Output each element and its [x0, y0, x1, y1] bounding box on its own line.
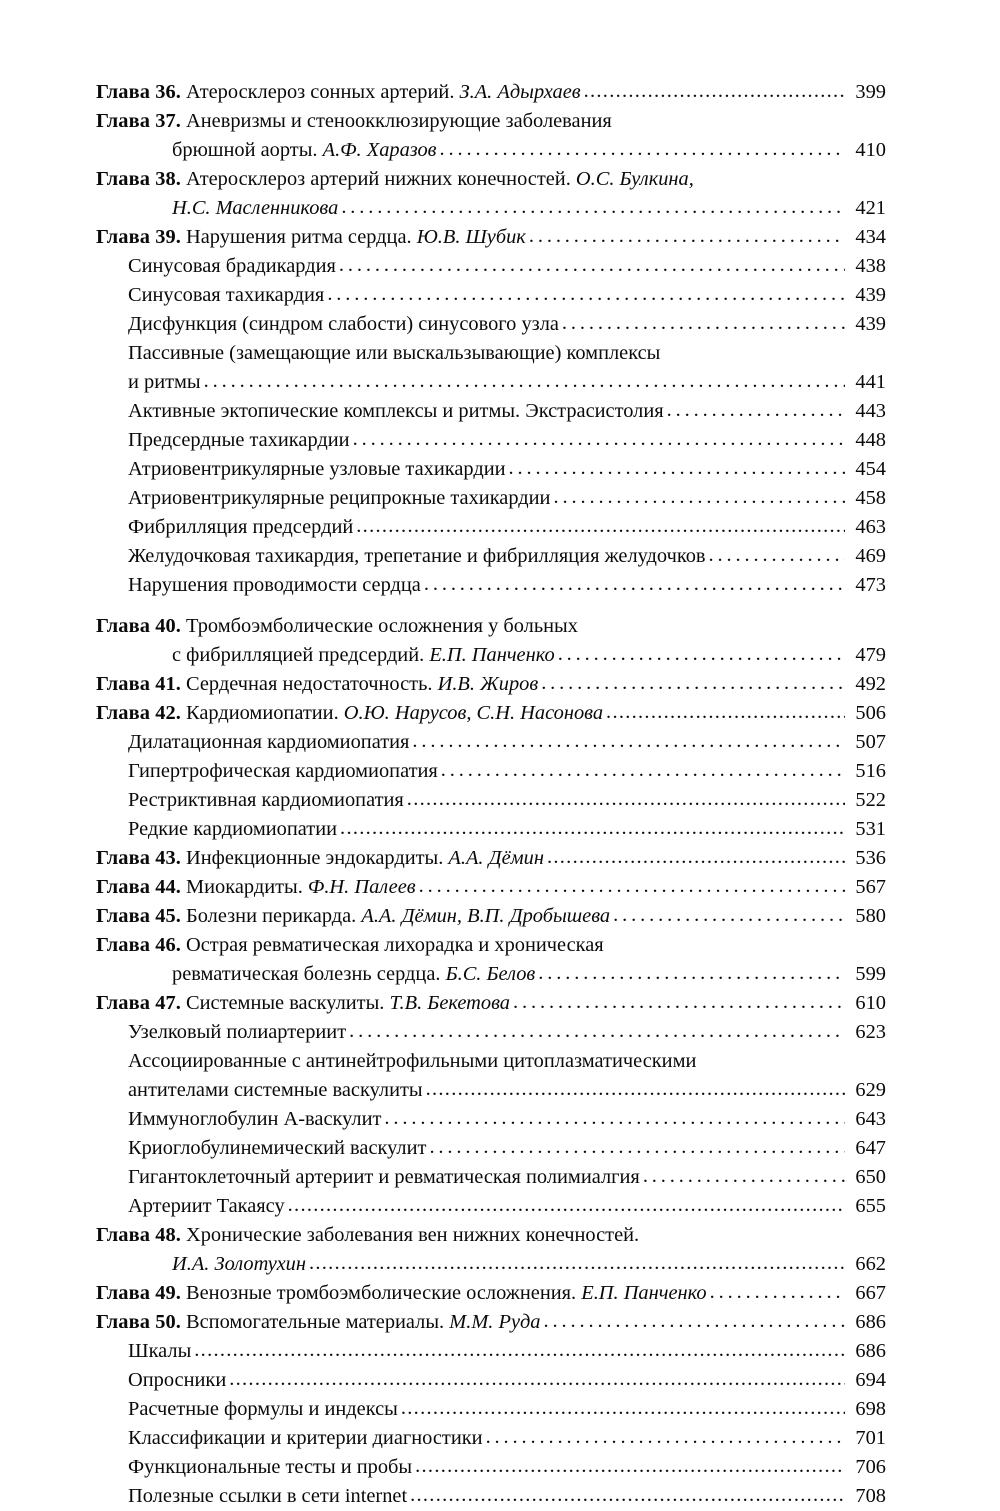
toc-section-entry — [128, 1134, 886, 1163]
dot-leader — [415, 1452, 845, 1481]
entry-title-text: Иммуноглобулин А-васкулит — [128, 1108, 382, 1130]
page-number: 686 — [855, 1311, 886, 1333]
toc-chapter-entry — [96, 107, 886, 136]
entry-title-text: Хронические заболевания вен нижних конечностей. — [186, 1224, 640, 1246]
dot-leader — [613, 901, 845, 930]
entry-title — [128, 426, 350, 455]
dot-leader — [419, 872, 845, 901]
entry-title — [128, 368, 201, 397]
entry-title-text: Расчетные формулы и индексы — [128, 1398, 398, 1420]
page-number: 421 — [855, 197, 886, 219]
page-number: 599 — [855, 963, 886, 985]
page-number: 623 — [855, 1021, 886, 1043]
entry-title — [186, 223, 526, 252]
entry-title — [128, 1018, 346, 1047]
toc-continuation-line — [128, 1076, 886, 1105]
entry-title — [128, 815, 337, 844]
dot-leader — [204, 367, 845, 396]
entry-title — [128, 1105, 381, 1134]
entry-title-text: Тромбоэмболические осложнения у больных — [186, 615, 578, 637]
entry-title-text: Синусовая брадикардия — [128, 255, 336, 277]
page-number: 522 — [855, 789, 886, 811]
page-number: 643 — [855, 1108, 886, 1130]
entry-title — [128, 1163, 640, 1192]
toc-chapter-entry — [96, 1308, 886, 1337]
page-number: 469 — [855, 545, 886, 567]
entry-title-text: Шкалы — [128, 1340, 192, 1362]
entry-author: Б.С. Белов — [445, 963, 536, 985]
entry-title-text: Нарушения проводимости сердца — [128, 574, 421, 596]
entry-author: Ю.В. Шубик — [416, 226, 526, 248]
entry-title — [128, 757, 438, 786]
entry-title-text: Фибрилляция предсердий — [128, 516, 354, 538]
page-number: 686 — [855, 1340, 886, 1362]
chapter-label: Глава 37. — [96, 110, 182, 132]
entry-author: И.А. Золотухин — [172, 1253, 306, 1275]
toc-section-entry — [128, 571, 886, 600]
page-number: 667 — [855, 1282, 886, 1304]
entry-title — [128, 542, 706, 571]
entry-title — [186, 902, 610, 931]
entry-title-text: брюшной аорты. — [172, 139, 323, 161]
entry-author: А.А. Дёмин, В.П. Дробышева — [361, 905, 611, 927]
entry-title-text: Синусовая тахикардия — [128, 284, 325, 306]
chapter-label: Глава 39. — [96, 226, 182, 248]
page-number: 647 — [855, 1137, 886, 1159]
toc-section-entry — [128, 455, 886, 484]
page-number: 531 — [855, 818, 886, 840]
entry-title-text: с фибрилляцией предсердий. — [172, 644, 430, 666]
page-number: 439 — [855, 313, 886, 335]
entry-title — [186, 670, 538, 699]
page-number: 507 — [855, 731, 886, 753]
entry-title — [128, 281, 324, 310]
page-number: 701 — [855, 1427, 886, 1449]
entry-title — [128, 728, 409, 757]
entry-author: Е.П. Панченко — [581, 1282, 707, 1304]
entry-title-text: Артериит Такаясу — [128, 1195, 285, 1217]
entry-title — [128, 310, 559, 339]
entry-title-text: Атеросклероз артерий нижних конечностей. — [186, 168, 576, 190]
entry-title — [186, 1221, 639, 1250]
toc-chapter-entry — [96, 873, 886, 902]
dot-leader — [553, 483, 845, 512]
page-number: 698 — [855, 1398, 886, 1420]
toc-chapter-entry — [96, 1279, 886, 1308]
chapter-label: Глава 49. — [96, 1282, 182, 1304]
dot-leader — [426, 1075, 845, 1104]
chapter-label: Глава 42. — [96, 702, 182, 724]
page-number: 441 — [855, 371, 886, 393]
entry-title-text: Атриовентрикулярные реципрокные тахикардии — [128, 487, 551, 509]
entry-title-text: ревматическая болезнь сердца. — [172, 963, 446, 985]
toc-chapter-entry — [96, 931, 886, 960]
chapter-label: Глава 38. — [96, 168, 182, 190]
toc-chapter-entry — [96, 902, 886, 931]
toc-section-entry — [128, 397, 886, 426]
entry-title-text: Гипертрофическая кардиомиопатия — [128, 760, 438, 782]
page-number: 506 — [855, 702, 886, 724]
dot-leader — [349, 1017, 845, 1046]
chapter-label: Глава 50. — [96, 1311, 182, 1333]
toc-continuation-line — [172, 960, 886, 989]
chapter-label: Глава 43. — [96, 847, 182, 869]
entry-title — [128, 1482, 407, 1511]
page-number: 434 — [855, 226, 886, 248]
toc-section-entry — [128, 1163, 886, 1192]
entry-title — [128, 513, 353, 542]
toc-section-entry — [128, 426, 886, 455]
chapter-label: Глава 45. — [96, 905, 182, 927]
entry-title — [186, 78, 581, 107]
toc-section-entry — [128, 1337, 886, 1366]
dot-leader — [558, 640, 845, 669]
entry-title-text: Дилатационная кардиомиопатия — [128, 731, 410, 753]
toc-section-entry — [128, 1105, 886, 1134]
toc-section-entry — [128, 484, 886, 513]
entry-title — [186, 989, 510, 1018]
toc-chapter-entry — [96, 989, 886, 1018]
entry-title-text: антителами системные васкулиты — [128, 1079, 423, 1101]
entry-title-text: Активные эктопические комплексы и ритмы. Экстрасистолия — [128, 400, 664, 422]
toc-section-entry — [128, 1424, 886, 1453]
page-number: 536 — [855, 847, 886, 869]
entry-title-text: Рестриктивная кардиомиопатия — [128, 789, 404, 811]
entry-title-text: Системные васкулиты. — [186, 992, 390, 1014]
entry-title-text: Классификации и критерии диагностики — [128, 1427, 483, 1449]
toc-chapter-entry — [96, 844, 886, 873]
entry-title-text: Атеросклероз сонных артерий. — [186, 81, 460, 103]
entry-title — [172, 194, 338, 223]
entry-title-text: Венозные тромбоэмболические осложнения. — [186, 1282, 582, 1304]
entry-title — [128, 1337, 191, 1366]
entry-title — [186, 1279, 707, 1308]
entry-author: А.А. Дёмин — [448, 847, 544, 869]
page-number: 473 — [855, 574, 886, 596]
dot-leader — [584, 77, 845, 106]
toc-section-entry — [128, 815, 886, 844]
entry-title — [172, 1250, 306, 1279]
dot-leader — [709, 541, 845, 570]
dot-leader — [353, 425, 845, 454]
entry-title — [128, 397, 664, 426]
toc-continuation-line — [128, 368, 886, 397]
chapter-label: Глава 47. — [96, 992, 182, 1014]
entry-author: А.Ф. Харазов — [322, 139, 437, 161]
toc-section-entry — [128, 542, 886, 571]
toc-continuation-line — [172, 1250, 886, 1279]
entry-title — [172, 641, 555, 670]
page-number: 443 — [855, 400, 886, 422]
dot-leader — [407, 785, 845, 814]
dot-leader — [229, 1365, 845, 1394]
toc-section-entry — [128, 310, 886, 339]
dot-leader — [441, 756, 845, 785]
entry-title — [128, 339, 660, 368]
chapter-label: Глава 48. — [96, 1224, 182, 1246]
dot-leader — [340, 814, 845, 843]
page-number: 629 — [855, 1079, 886, 1101]
toc-chapter-entry — [96, 223, 886, 252]
entry-title — [186, 612, 578, 641]
toc-section-entry — [128, 513, 886, 542]
page-number: 516 — [855, 760, 886, 782]
dot-leader — [486, 1423, 845, 1452]
toc-section-entry — [128, 1047, 886, 1076]
page-number: 567 — [855, 876, 886, 898]
toc-chapter-entry — [96, 670, 886, 699]
toc-section-entry — [128, 757, 886, 786]
entry-title-text: Болезни перикарда. — [186, 905, 362, 927]
page-number: 479 — [855, 644, 886, 666]
dot-leader — [288, 1191, 845, 1220]
entry-author: Ф.Н. Палеев — [307, 876, 416, 898]
chapter-label: Глава 44. — [96, 876, 182, 898]
dot-leader — [412, 727, 845, 756]
page-number: 706 — [855, 1456, 886, 1478]
entry-author: О.Ю. Нарусов, С.Н. Насонова — [343, 702, 604, 724]
page-number: 454 — [855, 458, 886, 480]
toc-section-entry — [128, 1192, 886, 1221]
entry-title — [128, 1076, 423, 1105]
page-number: 610 — [855, 992, 886, 1014]
entry-title-text: Инфекционные эндокардиты. — [186, 847, 449, 869]
entry-title — [128, 484, 550, 513]
entry-author: И.В. Жиров — [437, 673, 539, 695]
entry-title — [186, 1308, 540, 1337]
entry-title — [128, 571, 421, 600]
page-number: 580 — [855, 905, 886, 927]
entry-title-text: Ассоциированные с антинейтрофильными цитоплазматическими — [128, 1050, 697, 1072]
entry-title — [186, 931, 604, 960]
entry-title-text: Опросники — [128, 1369, 227, 1391]
entry-title-text: Острая ревматическая лихорадка и хроническая — [186, 934, 604, 956]
page-number: 655 — [855, 1195, 886, 1217]
dot-leader — [194, 1336, 845, 1365]
page-number: 399 — [855, 81, 886, 103]
dot-leader — [509, 454, 845, 483]
entry-title — [128, 1134, 426, 1163]
toc-chapter-entry — [96, 612, 886, 641]
chapter-label: Глава 36. — [96, 81, 182, 103]
dot-leader — [538, 959, 845, 988]
dot-leader — [440, 135, 845, 164]
entry-title — [128, 455, 506, 484]
toc-chapter-entry — [96, 1221, 886, 1250]
dot-leader — [410, 1481, 845, 1510]
entry-author: Н.С. Масленникова — [172, 197, 339, 219]
entry-author: Е.П. Панченко — [429, 644, 555, 666]
chapter-label: Глава 41. — [96, 673, 182, 695]
entry-title — [128, 1192, 285, 1221]
page-number: 448 — [855, 429, 886, 451]
dot-leader — [341, 193, 845, 222]
toc-section-entry — [128, 728, 886, 757]
entry-author: О.С. Булкина, — [575, 168, 694, 190]
entry-title — [128, 1047, 696, 1076]
entry-title-text: Гигантоклеточный артериит и ревматическая полимиалгия — [128, 1166, 640, 1188]
entry-author: Т.В. Бекетова — [389, 992, 511, 1014]
page-number: 708 — [855, 1485, 886, 1507]
entry-title — [186, 107, 612, 136]
entry-title — [186, 844, 544, 873]
page-number: 694 — [855, 1369, 886, 1391]
entry-title-text: и ритмы — [128, 371, 201, 393]
entry-title — [172, 960, 535, 989]
page-number: 438 — [855, 255, 886, 277]
dot-leader — [541, 669, 845, 698]
toc-chapter-entry — [96, 165, 886, 194]
page-number: 458 — [855, 487, 886, 509]
toc-continuation-line — [172, 641, 886, 670]
dot-leader — [667, 396, 845, 425]
page-number: 439 — [855, 284, 886, 306]
entry-title-text: Вспомогательные материалы. — [186, 1311, 450, 1333]
entry-title-text: Криоглобулинемический васкулит — [128, 1137, 427, 1159]
toc-chapter-entry — [96, 699, 886, 728]
entry-title-text: Функциональные тесты и пробы — [128, 1456, 413, 1478]
entry-title — [186, 699, 603, 728]
entry-title — [128, 1453, 412, 1482]
entry-title — [172, 136, 437, 165]
entry-title-text: Дисфункция (синдром слабости) синусового узла — [128, 313, 559, 335]
entry-title-text: Сердечная недостаточность. — [186, 673, 438, 695]
entry-title-text: Желудочковая тахикардия, трепетание и фибрилляция желудочков — [128, 545, 706, 567]
entry-title-text: Миокардиты. — [186, 876, 308, 898]
toc-section-entry — [128, 339, 886, 368]
dot-leader — [309, 1249, 845, 1278]
toc-section-entry — [128, 1018, 886, 1047]
entry-title-text: Аневризмы и стеноокклюзирующие заболевания — [186, 110, 612, 132]
dot-leader — [424, 570, 845, 599]
entry-author: З.А. Адырхаев — [459, 81, 581, 103]
dot-leader — [401, 1394, 845, 1423]
dot-leader — [327, 280, 845, 309]
entry-title-text: Пассивные (замещающие или выскальзывающие) комплексы — [128, 342, 661, 364]
entry-title-text: Полезные ссылки в сети internet — [128, 1485, 408, 1507]
entry-title — [128, 1366, 226, 1395]
entry-author: М.М. Руда — [449, 1311, 541, 1333]
dot-leader — [384, 1104, 845, 1133]
dot-leader — [356, 512, 845, 541]
toc-section-entry — [128, 1453, 886, 1482]
entry-title-text: Атриовентрикулярные узловые тахикардии — [128, 458, 506, 480]
page-number: 650 — [855, 1166, 886, 1188]
dot-leader — [606, 698, 845, 727]
toc-chapter-entry — [96, 78, 886, 107]
chapter-label: Глава 40. — [96, 615, 182, 637]
page-number: 410 — [855, 139, 886, 161]
page-number: 662 — [855, 1253, 886, 1275]
entry-title-text: Нарушения ритма сердца. — [186, 226, 417, 248]
chapter-label: Глава 46. — [96, 934, 182, 956]
entry-title-text: Предсердные тахикардии — [128, 429, 350, 451]
toc-continuation-line — [172, 136, 886, 165]
toc-section-entry — [128, 1366, 886, 1395]
toc-section-entry — [128, 281, 886, 310]
toc-section-entry — [128, 786, 886, 815]
entry-title — [186, 165, 694, 194]
dot-leader — [339, 251, 845, 280]
dot-leader — [429, 1133, 845, 1162]
dot-leader — [543, 1307, 845, 1336]
dot-leader — [562, 309, 845, 338]
dot-leader — [529, 222, 845, 251]
dot-leader — [643, 1162, 845, 1191]
entry-title-text: Редкие кардиомиопатии — [128, 818, 338, 840]
toc-section-entry — [128, 1482, 886, 1511]
dot-leader — [710, 1278, 845, 1307]
toc-continuation-line — [172, 194, 886, 223]
entry-title — [128, 786, 404, 815]
page-number: 492 — [855, 673, 886, 695]
table-of-contents-list — [96, 78, 886, 1511]
toc-section-entry — [128, 252, 886, 281]
entry-title-text: Узелковый полиартериит — [128, 1021, 347, 1043]
entry-title — [128, 1424, 483, 1453]
entry-title — [128, 252, 336, 281]
entry-title — [186, 873, 416, 902]
dot-leader — [547, 843, 845, 872]
dot-leader — [513, 988, 845, 1017]
entry-title-text: Кардиомиопатии. — [186, 702, 344, 724]
page-number: 463 — [855, 516, 886, 538]
